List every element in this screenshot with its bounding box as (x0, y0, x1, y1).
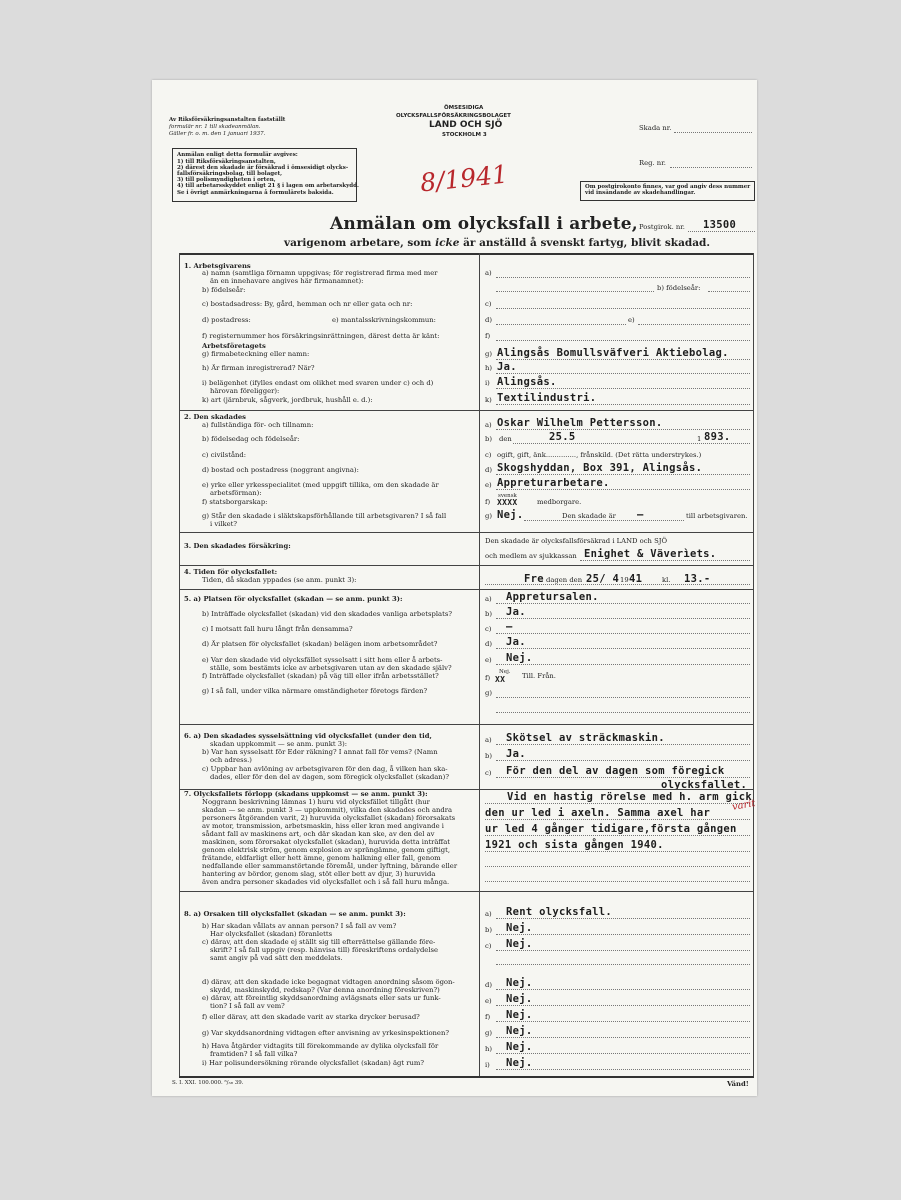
s2-a-line (496, 429, 750, 430)
s1-i-letter: i) (485, 379, 490, 387)
s8-c-letter: c) (485, 942, 492, 950)
s5-e-letter: e) (485, 656, 492, 664)
s8-i-line (496, 1069, 750, 1070)
s1-h-line (496, 373, 750, 374)
s5-g-line-2 (496, 712, 750, 713)
s5-c-letter: c) (485, 625, 492, 633)
s2-g-text: Den skadade är (562, 512, 616, 520)
s5-c-value: — (506, 621, 513, 633)
s1-a-label-cont: än en innehavare angives här firmanamnet): (210, 277, 364, 285)
s7-text-6: maskinen, som förorsakat olycksfallet (skadan), huruvida detta inträffat (202, 838, 450, 846)
s5-a-value: Appretursalen. (506, 591, 599, 603)
s1-a-line-2 (496, 291, 654, 292)
instructions-box (172, 148, 357, 202)
s7-line-3 (485, 835, 750, 836)
s6-b-letter: b) (485, 752, 493, 760)
instructions-line-1: Anmälan enligt detta formulär avgives: (177, 152, 298, 158)
s2-b-letter: b) (485, 435, 493, 443)
s8-f-letter: f) (485, 1013, 491, 1021)
instructions-line-5: 3) till polismyndigheten i orten, (177, 177, 276, 183)
s1-d-letter: d) (485, 316, 493, 324)
s2-e-label-cont: arbetsförman): (210, 489, 262, 497)
s8-h-label: h) Hava åtgärder vidtagits till förekommande av dylika olycksfall för (202, 1042, 439, 1050)
s5-e-label-cont: ställe, som bestämts icke av arbetsgivaren utan av den skadade själv? (210, 664, 452, 672)
s7-text-2: skadan — se anm. punkt 3 — uppkommit), vilka den skadades och andra (202, 806, 453, 814)
s8-c-label-cont-2: samt angiv på vad sätt den meddelats. (210, 954, 343, 962)
s4-time: 13.- (684, 573, 711, 585)
s1-h-value: Ja. (497, 361, 517, 373)
s1-f-letter: f) (485, 332, 491, 340)
s6-c-value: För den del av dagen som föregick (506, 765, 725, 777)
registration-number-line (670, 167, 752, 168)
s1-a-label: a) namn (samtliga förnamn uppgivas; för registrerad firma med mer (202, 269, 438, 277)
handwritten-reference: 8/1941 (418, 159, 510, 198)
section-2-heading: 2. Den skadades (184, 413, 246, 421)
s5-a-letter: a) (485, 595, 492, 603)
s5-d-label: d) Är platsen för olycksfallet (skadan) belägen inom arbetsområdet? (202, 640, 438, 648)
s2-g-value: Nej. (497, 509, 524, 521)
section-3-divider (179, 565, 754, 566)
s1-g-line (496, 359, 750, 360)
s6-c-letter: c) (485, 769, 492, 777)
s2-f-text: medborgare. (537, 498, 582, 506)
s1-b-label: b) födelseår: (202, 286, 246, 294)
s1-b-line (708, 291, 750, 292)
company-city: STOCKHOLM 3 (442, 132, 487, 138)
s5-e-label: e) Var den skadade vid olycksfället sysselsatt i sitt hem eller å arbets- (202, 656, 443, 664)
s8-h-value: Nej. (506, 1041, 533, 1053)
s2-a-value: Oskar Wilhelm Pettersson. (497, 417, 663, 429)
s7-text-5: sådant fall av maskinens art, och där skadan kan ske, av den del av (202, 830, 435, 838)
s4-subheading: Tiden, då skadan yppades (se anm. punkt 3): (202, 576, 357, 584)
table-left-rule (179, 253, 180, 1076)
s8-i-letter: i) (485, 1061, 490, 1069)
s8-b-label: b) Har skadan vållats av annan person? I så fall av vem? (202, 922, 397, 930)
instructions-line-2: 1) till Riksförsäkringsanstalten, (177, 159, 276, 165)
table-top-rule (179, 253, 754, 255)
header-approval-line-2: formulär nr. 1 till skadeanmälan. (169, 124, 261, 130)
s7-value-1: Vid en hastig rörelse med h. arm gick (507, 791, 752, 803)
s1-h-letter: h) (485, 364, 493, 372)
s8-f-line (496, 1021, 750, 1022)
instructions-line-3: 2) därest den skadade är försäkrad i ömsesidigt olycks- (177, 165, 349, 171)
s7-line-4 (485, 851, 750, 852)
s2-f-label: f) statsborgarskap: (202, 498, 268, 506)
s1-i-label: i) belägenhet (ifylles endast om olikhet med svaren under c) och d) (202, 379, 434, 387)
s8-g-letter: g) (485, 1029, 493, 1037)
s7-text-10: hantering av bördor, genom slag, stöt eller bett av djur, 3) huruvida (202, 870, 436, 878)
s6-c-label: c) Uppbar han avlöning av arbetsgivaren för den dag, å vilken han ska- (202, 765, 448, 773)
s8-c-line (496, 950, 750, 951)
subtitle-end: är anställd å svenskt fartyg, blivit skadad. (463, 237, 711, 249)
s2-e-letter: e) (485, 481, 492, 489)
section-5-divider (179, 724, 754, 725)
s2-e-value: Appreturarbetare. (497, 477, 610, 489)
s6-a-letter: a) (485, 736, 492, 744)
subtitle-emphasis: icke (435, 237, 460, 249)
s4-weekday: Fre (524, 573, 544, 585)
s7-text-7: genom elektrisk ström, genom explosion av sprängämne, genom giftigt, (202, 846, 451, 854)
s2-b-year-prefix: 1 (697, 435, 702, 443)
s2-c-letter: c) (485, 451, 492, 459)
section-6-heading: 6. a) Den skadades sysselsättning vid olycksfallet (under den tid, (184, 732, 432, 740)
s3-value: Enighet & Väverìets. (584, 548, 717, 560)
s2-b-year: 893. (704, 431, 731, 443)
section-7-divider (179, 891, 754, 892)
s8-f-label: f) eller därav, att den skadade varit av starka drycker berusad? (202, 1013, 420, 1021)
s7-value-2: den ur led i axeln. Samma axel har (485, 807, 711, 819)
s1-a-letter: a) (485, 269, 492, 277)
s4-line (485, 584, 750, 585)
company-prefix: ÖMSESIDIGA (444, 105, 484, 111)
postgiro-line (688, 231, 755, 232)
s8-c-label-cont: skrift? I så fall uppgiv (resp. hänvisa till) föreskriftens ordalydelse (210, 946, 438, 954)
section-8-heading: 8. a) Orsaken till olycksfallet (skadan — se anm. punkt 3): (184, 910, 406, 918)
subtitle-start: varigenom arbetare, som (284, 237, 432, 249)
s3-line (580, 560, 750, 561)
s8-h-line (496, 1053, 750, 1054)
s4-time-label: kl. (662, 576, 671, 584)
s8-d-label-cont: skydd, maskinskydd, redskap? (Var denna anordning föreskriven?) (210, 986, 440, 994)
s6-a-value: Skötsel av sträckmaskin. (506, 732, 665, 744)
registration-number-label: Reg. nr. (639, 159, 666, 167)
s8-g-label: g) Var skyddsanordning vidtagen efter anvisning av yrkesinspektionen? (202, 1029, 449, 1037)
s1-k-label: k) art (järnbruk, sågverk, jordbruk, hushåll e. d.): (202, 396, 373, 404)
s8-i-label: i) Har polisundersökning rörande olycksfallet (skadan) ägt rum? (202, 1059, 424, 1067)
s1-g-letter: g) (485, 350, 493, 358)
section-4-heading: 4. Tiden för olycksfallet: (184, 568, 278, 576)
s2-d-label: d) bostad och postadress (noggrant angivna): (202, 466, 359, 474)
s1-g-value: Alingsås Bomullsväfveri Aktiebolag. (497, 347, 729, 359)
s5-a-line (496, 603, 750, 604)
s8-d-line (496, 989, 750, 990)
s5-b-label: b) Inträffade olycksfallet (skadan) vid den skadades vanliga arbetsplats? (202, 610, 452, 618)
instructions-line-7: Se i övrigt anmärkningarna å formulärets baksida. (177, 190, 334, 196)
s6-b-line (496, 760, 750, 761)
s1-g-label: g) firmabeteckning eller namn: (202, 350, 310, 358)
s7-value-3: ur led 4 gånger tidigare,första gången (485, 823, 737, 835)
s2-e-label: e) yrke eller yrkesspecialitet (med uppgift tillika, om den skadade är (202, 481, 439, 489)
s2-c-label: c) civilstånd: (202, 451, 247, 459)
table-right-rule (753, 253, 754, 1076)
s1-f-label: f) registernummer hos försäkringsinrättningen, därest detta är känt: (202, 332, 440, 340)
s6-b-label: b) Var han sysselsatt för Eder räkning? I annat fall för vems? (Namn (202, 748, 438, 756)
s8-e-value: Nej. (506, 993, 533, 1005)
s2-f-letter: f) (485, 498, 491, 506)
s2-g-dash: — (637, 509, 644, 521)
company-name: LAND OCH SJÖ (429, 120, 503, 130)
postgiro-value: 13500 (703, 219, 737, 231)
s4-year: 41 (629, 573, 643, 585)
s1-i-line (496, 388, 750, 389)
s2-b-line (513, 443, 750, 444)
s8-a-value: Rent olycksfall. (506, 906, 612, 918)
claim-number-line (674, 132, 752, 133)
section-2-divider (179, 532, 754, 533)
s5-g-label: g) I så fall, under vilka närmare omständigheter företogs färden? (202, 687, 428, 695)
section-7-heading: 7. Olycksfallets förlopp (skadans uppkomst — se anm. punkt 3): (184, 790, 428, 798)
s7-handwritten-correction: varit (731, 798, 757, 813)
s2-g-label-cont: i vilket? (210, 520, 238, 528)
s1-c-label: c) bostadsadress: By, gård, hemman och nr eller gata och nr: (202, 300, 413, 308)
s1-i-value: Alingsås. (497, 376, 557, 388)
s1-f-line (496, 340, 750, 341)
section-4-divider (179, 589, 754, 590)
s6-b-value: Ja. (506, 748, 526, 760)
s7-value-4: 1921 och sista gången 1940. (485, 839, 664, 851)
form-sheet (152, 80, 757, 1096)
s1-k-letter: k) (485, 396, 492, 404)
instructions-line-6: 4) till arbetarsskyddet enligt 21 § i lagen om arbetarskydd. (177, 183, 359, 189)
s5-d-letter: d) (485, 640, 493, 648)
s6-c-label-cont: dades, eller för den del av dagen, som föregick olycksfallet (skadan)? (210, 773, 449, 781)
s7-text-4: av motor, transmission, arbetsmaskin, hiss eller kran med angivande i (202, 822, 444, 830)
s4-date: 25/ 4 (586, 573, 620, 585)
s1-h-label: h) Är firman inregistrerad? När? (202, 364, 315, 372)
s8-d-value: Nej. (506, 977, 533, 989)
s5-d-line (496, 648, 750, 649)
s5-c-line (496, 633, 750, 634)
s2-g-line (524, 520, 684, 521)
s7-text-9: nedfallande eller sammanstörtande föremål, under lyftning, bärande eller (202, 862, 458, 870)
s4-dagen-label: dagen den (546, 576, 583, 584)
s5-e-value: Nej. (506, 652, 533, 664)
postgiro-notice-text: Om postgirokonto finnes, var god angiv dess nummer vid insändande av skadehandlingar. (585, 184, 751, 197)
table-middle-rule (479, 253, 480, 1076)
s1-k-line (496, 404, 750, 405)
s6-a-label-cont: skadan uppkommit — se anm. punkt 3): (210, 740, 348, 748)
postgiro-label: Postgirok. nr. (639, 223, 685, 231)
s8-e-label: e) därav, att föreintlig skyddsanordning avlägsnats eller sats ur funk- (202, 994, 441, 1002)
s8-i-value: Nej. (506, 1057, 533, 1069)
s5-f-text: Till. Från. (522, 672, 556, 680)
s5-f-overwrite: Nej. (499, 669, 511, 675)
s1-e-label: e) mantalsskrivningskommun: (332, 316, 436, 324)
s8-c-label: c) därav, att den skadade ej ställt sig till efterrättelse gällande före- (202, 938, 436, 946)
s2-a-letter: a) (485, 421, 492, 429)
s5-d-value: Ja. (506, 636, 526, 648)
s7-text-8: frätande, eldfarligt eller hett ämne, genom halkning eller fall, genom (202, 854, 441, 862)
s2-b-prefix: den (499, 435, 512, 443)
s5-f-label: f) Inträffade olycksfallet (skadan) på väg till eller ifrån arbetsstället? (202, 672, 439, 680)
s7-line-5 (485, 866, 750, 867)
s7-text-1: Noggrann beskrivning lämnas 1) huru vid olycksfället tillgått (hur (202, 798, 430, 806)
form-title: Anmälan om olycksfall i arbete, (330, 214, 638, 234)
s8-c-line-2 (496, 964, 750, 965)
s5-g-line (496, 697, 750, 698)
s5-b-value: Ja. (506, 606, 526, 618)
s4-year-prefix: 19 (620, 576, 629, 584)
s1-d-label: d) postadress: (202, 316, 251, 324)
s5-f-letter: f) (485, 674, 491, 682)
s8-b-label-cont: Har olycksfallet (skadan) föranletts (210, 930, 333, 938)
postgiro-notice-box (580, 181, 755, 201)
s7-text-3: personers åtgöranden varit, 2) huruvida olycksfallet (skadan) förorsakats (202, 814, 456, 822)
s1-k-value: Textilindustri. (497, 392, 597, 404)
s8-a-line (496, 918, 750, 919)
form-subtitle (284, 237, 710, 249)
print-code: S. I. XXI. 100.000. ⁶/₃₈ 39. (172, 1080, 244, 1086)
s8-a-letter: a) (485, 910, 492, 918)
s3-line-2: och medlem av sjukkassan (485, 552, 577, 560)
s2-d-letter: d) (485, 466, 493, 474)
header-approval-line-1: Av Riksförsäkringsanstalten fastställt (169, 117, 286, 123)
s8-h-label-cont: framtiden? I så fall vilka? (210, 1050, 298, 1058)
s6-c-line (496, 777, 750, 778)
s8-e-letter: e) (485, 997, 492, 1005)
s1-a-line (496, 277, 750, 278)
s6-c-value-cont: olycksfallet. (661, 779, 748, 791)
s2-d-line (496, 474, 750, 475)
s7-line-6 (485, 881, 750, 882)
s5-c-label: c) I motsatt fall huru långt från densamma? (202, 625, 353, 633)
s5-f-value: XX (495, 675, 506, 684)
s2-b-label: b) födelsedag och födelseår: (202, 435, 300, 443)
s8-h-letter: h) (485, 1045, 493, 1053)
s2-a-label: a) fullständiga för- och tillnamn: (202, 421, 314, 429)
s1-c-letter: c) (485, 300, 492, 308)
section-5-heading: 5. a) Platsen för olycksfallet (skadan — se anm. punkt 3): (184, 595, 403, 603)
section-3-heading: 3. Den skadades försäkring: (184, 542, 291, 550)
s2-e-line (496, 489, 750, 490)
s8-f-value: Nej. (506, 1009, 533, 1021)
section-1-divider (179, 410, 754, 411)
s3-line-1: Den skadade är olycksfallsförsäkrad i LAND och SJÖ (485, 537, 668, 545)
s2-d-value: Skogshyddan, Box 391, Alingsås. (497, 462, 703, 474)
s1-c-line (496, 308, 750, 309)
s2-c-text: ogift, gift, änk.............., frånskild. (Det rätta understrykes.) (497, 451, 702, 459)
s2-g-label: g) Står den skadade i släktskapsförhållande till arbetsgivaren? I så fall (202, 512, 447, 520)
s5-b-letter: b) (485, 610, 493, 618)
s1-subheading: Arbetsföretagets (202, 342, 266, 350)
s5-b-line (496, 618, 750, 619)
s2-g-text-end: till arbetsgivaren. (686, 512, 748, 520)
s8-e-label-cont: tion? I så fall av vem? (210, 1002, 285, 1010)
s7-line-2 (485, 819, 750, 820)
s1-d-line (496, 324, 626, 325)
s5-e-line (496, 664, 750, 665)
s7-line-1 (485, 803, 750, 804)
s7-text-11: även andra personer skadades vid olycksfallet och i så fall huru många. (202, 878, 450, 886)
s2-f-value: XXXX (497, 498, 518, 507)
s2-g-letter: g) (485, 512, 493, 520)
section-1-heading: 1. Arbetsgivarens (184, 262, 251, 270)
company-type: OLYCKSFALLSFÖRSÄKRINGSBOLAGET (396, 113, 511, 119)
s1-e-letter: e) (628, 316, 635, 324)
s6-a-line (496, 744, 750, 745)
s8-b-value: Nej. (506, 922, 533, 934)
instructions-line-4: fallsförsäkringsbolag, till bolaget, (177, 171, 283, 177)
table-bottom-rule (179, 1076, 754, 1078)
s2-f-overwrite: svensk (498, 493, 517, 499)
s8-e-line (496, 1005, 750, 1006)
s8-c-value: Nej. (506, 938, 533, 950)
s8-d-label: d) därav, att den skadade icke begagnat vidtagen anordning såsom ögon- (202, 978, 455, 986)
s8-b-letter: b) (485, 926, 493, 934)
s5-g-letter: g) (485, 689, 493, 697)
header-approval-line-3: Gäller fr. o. m. den 1 januari 1937. (169, 131, 266, 137)
s8-b-line (496, 934, 750, 935)
s2-b-day: 25.5 (549, 431, 576, 443)
turn-over-note: Vänd! (727, 1080, 749, 1088)
s1-e-line (638, 324, 750, 325)
s8-g-line (496, 1037, 750, 1038)
s1-b-right-label: b) födelseår: (657, 284, 701, 292)
s1-i-label-cont: härovan föreligger): (210, 387, 280, 395)
claim-number-label: Skada nr. (639, 124, 672, 132)
s8-d-letter: d) (485, 981, 493, 989)
s8-g-value: Nej. (506, 1025, 533, 1037)
s6-b-label-cont: och adress.) (210, 756, 252, 764)
